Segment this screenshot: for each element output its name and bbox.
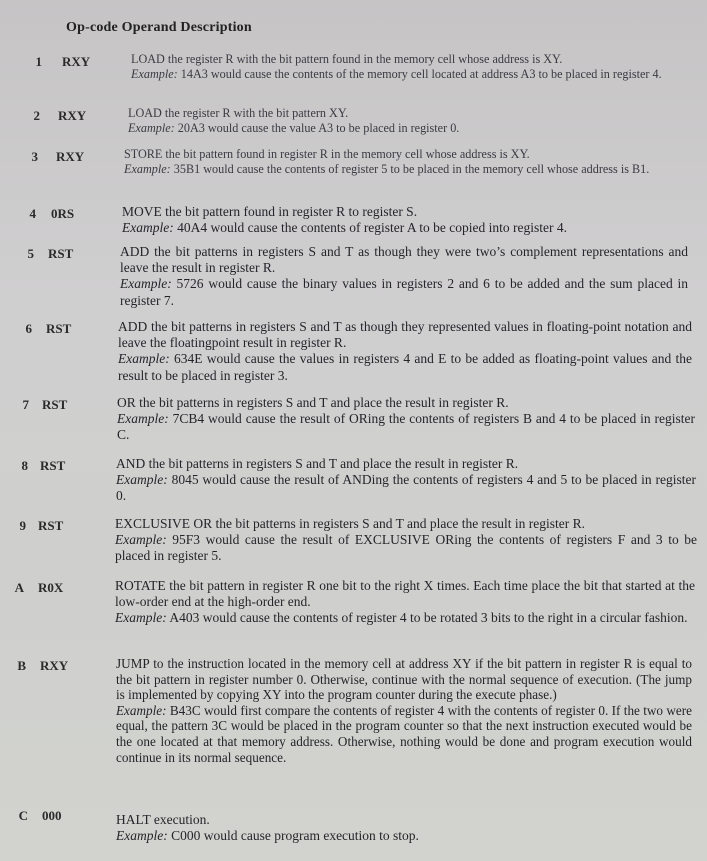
opcode: 3 (31, 149, 38, 164)
example-body: 40A4 would cause the contents of register A to be copied into register 4. (173, 220, 568, 236)
opcode: A (14, 580, 24, 595)
example-text (118, 351, 692, 383)
description (131, 52, 679, 81)
description-text: OR the bit patterns in registers S and T and place the result in register R. (117, 395, 509, 410)
description (116, 812, 676, 844)
opcode: 4 (29, 206, 36, 221)
opcode: 5 (27, 246, 34, 261)
description-text: MOVE the bit pattern found in register R to register S. (122, 204, 418, 219)
example-text (124, 162, 682, 177)
example-text (117, 411, 695, 443)
example-label: Example: (116, 828, 168, 844)
example-label: Example: (124, 161, 171, 176)
example-label: Example: (122, 220, 174, 236)
operand: RST (42, 397, 68, 412)
operand: R0X (38, 580, 64, 595)
description (118, 319, 692, 384)
example-text (116, 472, 696, 504)
operand: RXY (40, 658, 69, 673)
example-body: 14A3 would cause the contents of the memory cell located at address A3 to be placed in register 4. (177, 66, 662, 81)
opcode: 2 (33, 108, 40, 123)
example-text (120, 276, 688, 308)
opcode: 1 (35, 54, 42, 69)
opcode: 7 (22, 397, 29, 412)
description-text: ADD the bit patterns in registers S and T as though they represented values in floating-point notation and leave the floatingpoint result in register R. (118, 319, 692, 351)
example-body: A403 would cause the contents of register 4 to be rotated 3 bits to the right in a circular fashion. (166, 610, 688, 626)
example-label: Example: (131, 66, 178, 81)
example-text (116, 703, 692, 765)
example-label: Example: (120, 276, 172, 292)
example-body: C000 would cause program execution to stop. (167, 828, 419, 844)
description-text: ADD the bit patterns in registers S and T as though they were two’s complement representations and leave the result in register R. (120, 244, 688, 276)
example-label: Example: (115, 532, 167, 548)
example-body: 7CB4 would cause the result of ORing the contents of registers B and 4 to be placed in register C. (117, 411, 695, 443)
opcode: C (18, 808, 28, 823)
example-label: Example: (118, 351, 170, 367)
table-header: Op-code Operand Description (66, 20, 252, 35)
description (117, 395, 695, 444)
example-label: Example: (128, 120, 175, 135)
opcode: 6 (25, 321, 32, 336)
operand: RST (40, 458, 66, 473)
example-text (116, 828, 676, 844)
example-text (115, 532, 697, 564)
example-text (128, 121, 680, 136)
operand: RXY (56, 149, 85, 164)
opcode: 8 (21, 458, 28, 473)
description-text: LOAD the register R with the bit pattern XY. (128, 106, 349, 120)
example-body: 35B1 would cause the contents of register 5 to be placed in the memory cell whose address is B1. (170, 161, 650, 176)
example-body: B43C would first compare the contents of register 4 with the contents of register 0. If the two were equal, the pattern 3C would be placed in the program counter so that the next instruction executed would be the one located at that memory address. Otherwise, nothing would be done and program execution would continue in its normal sequence. (116, 702, 692, 765)
operand: 000 (42, 808, 62, 823)
operand: RST (48, 246, 74, 261)
example-body: 95F3 would cause the result of EXCLUSIVE ORing the contents of registers F and 3 to be placed in register 5. (115, 532, 697, 564)
example-text (122, 220, 684, 236)
operand: RXY (62, 54, 91, 69)
description-text: STORE the bit pattern found in register R in the memory cell whose address is XY. (124, 147, 530, 161)
example-label: Example: (117, 411, 169, 427)
operand: 0RS (51, 206, 75, 221)
description-text: EXCLUSIVE OR the bit patterns in registers S and T and place the result in register R. (115, 516, 586, 531)
description-text: JUMP to the instruction located in the memory cell at address XY if the bit pattern in register R is equal to the bit pattern in register number 0. Otherwise, continue with the normal sequence of execution. (The jump is implemented by copying XY into the program counter during the execute phase.) (116, 656, 692, 703)
description (116, 456, 696, 505)
operand: RST (38, 518, 64, 533)
example-label: Example: (116, 472, 168, 488)
opcode: B (17, 658, 26, 673)
description (128, 106, 680, 135)
example-body: 634E would cause the values in registers 4 and E to be added as floating-point values and the result to be placed in register 3. (118, 351, 692, 383)
example-label: Example: (116, 702, 167, 718)
description (115, 578, 695, 627)
example-body: 8045 would cause the result of ANDing the contents of registers 4 and 5 to be placed in register 0. (116, 472, 696, 504)
operand: RST (46, 321, 72, 336)
example-body: 5726 would cause the binary values in registers 2 and 6 to be added and the sum placed in register 7. (120, 276, 688, 308)
description (120, 244, 688, 309)
description-text: HALT execution. (116, 812, 210, 827)
operand: RXY (58, 108, 87, 123)
description-text: AND the bit patterns in registers S and T and place the result in register R. (116, 456, 519, 471)
example-text (131, 67, 679, 82)
description (115, 516, 697, 565)
description (124, 147, 682, 176)
example-label: Example: (115, 610, 167, 626)
description-text: ROTATE the bit pattern in register R one bit to the right X times. Each time place the bit that started at the low-order end at the high-order end. (115, 578, 695, 610)
description (122, 204, 684, 236)
description (116, 656, 692, 765)
description-text: LOAD the register R with the bit pattern found in the memory cell whose address is XY. (131, 52, 563, 66)
example-body: 20A3 would cause the value A3 to be placed in register 0. (174, 120, 460, 135)
example-text (115, 610, 695, 626)
opcode: 9 (19, 518, 26, 533)
